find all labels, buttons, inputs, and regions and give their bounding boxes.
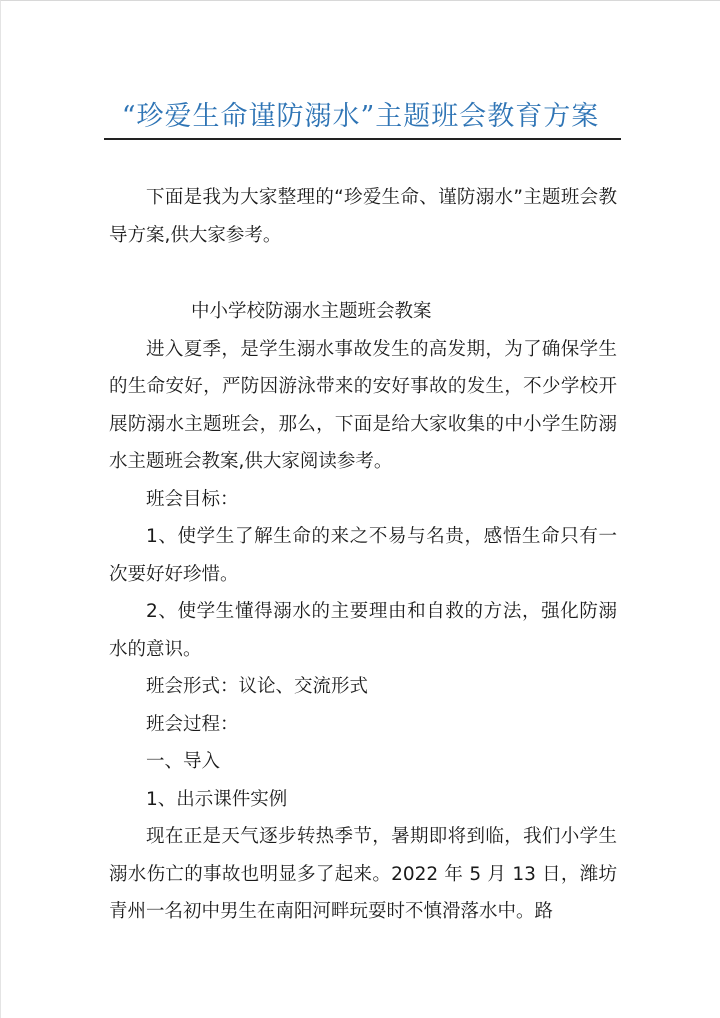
body-paragraph: 2、使学生懂得溺水的主要理由和自救的方法，强化防溺水的意识。 xyxy=(109,601,617,660)
body-paragraph: 进入夏季，是学生溺水事故发生的高发期，为了确保学生的生命安好，严防因游泳带来的安好事故的发生，不少学校开展防溺水主题班会，那么，下面是给大家收集的中小学生防溺水主题班会教案,供大家阅读参考。 xyxy=(109,338,617,472)
document-title: “珍爱生命谨防溺水”主题班会教育方案 xyxy=(121,101,600,132)
body-paragraph: 班会形式：议论、交流形式 xyxy=(146,676,369,697)
body-paragraph: 1、使学生了解生命的来之不易与名贵，感悟生命只有一次要好好珍惜。 xyxy=(109,526,617,585)
body-paragraph: 现在正是天气逐步转热季节，暑期即将到临，我们小学生溺水伤亡的事故也明显多了起来。2022 年 5 月 13 日，潍坊青州一名初中男生在南阳河畔玩耍时不慎滑落水中。路 xyxy=(109,826,617,922)
section-subheading: 中小学校防溺水主题班会教案 xyxy=(191,301,432,322)
body-paragraph: 一、导入 xyxy=(146,751,221,772)
intro-paragraph: 下面是我为大家整理的“珍爱生命、谨防溺水”主题班会教导方案,供大家参考。 xyxy=(109,187,617,246)
body-paragraph: 班会过程： xyxy=(146,713,239,735)
body-paragraph: 班会目标： xyxy=(146,488,239,510)
body-paragraph: 1、出示课件实例 xyxy=(146,788,288,810)
title-underline xyxy=(104,138,621,140)
document-body xyxy=(109,179,617,931)
